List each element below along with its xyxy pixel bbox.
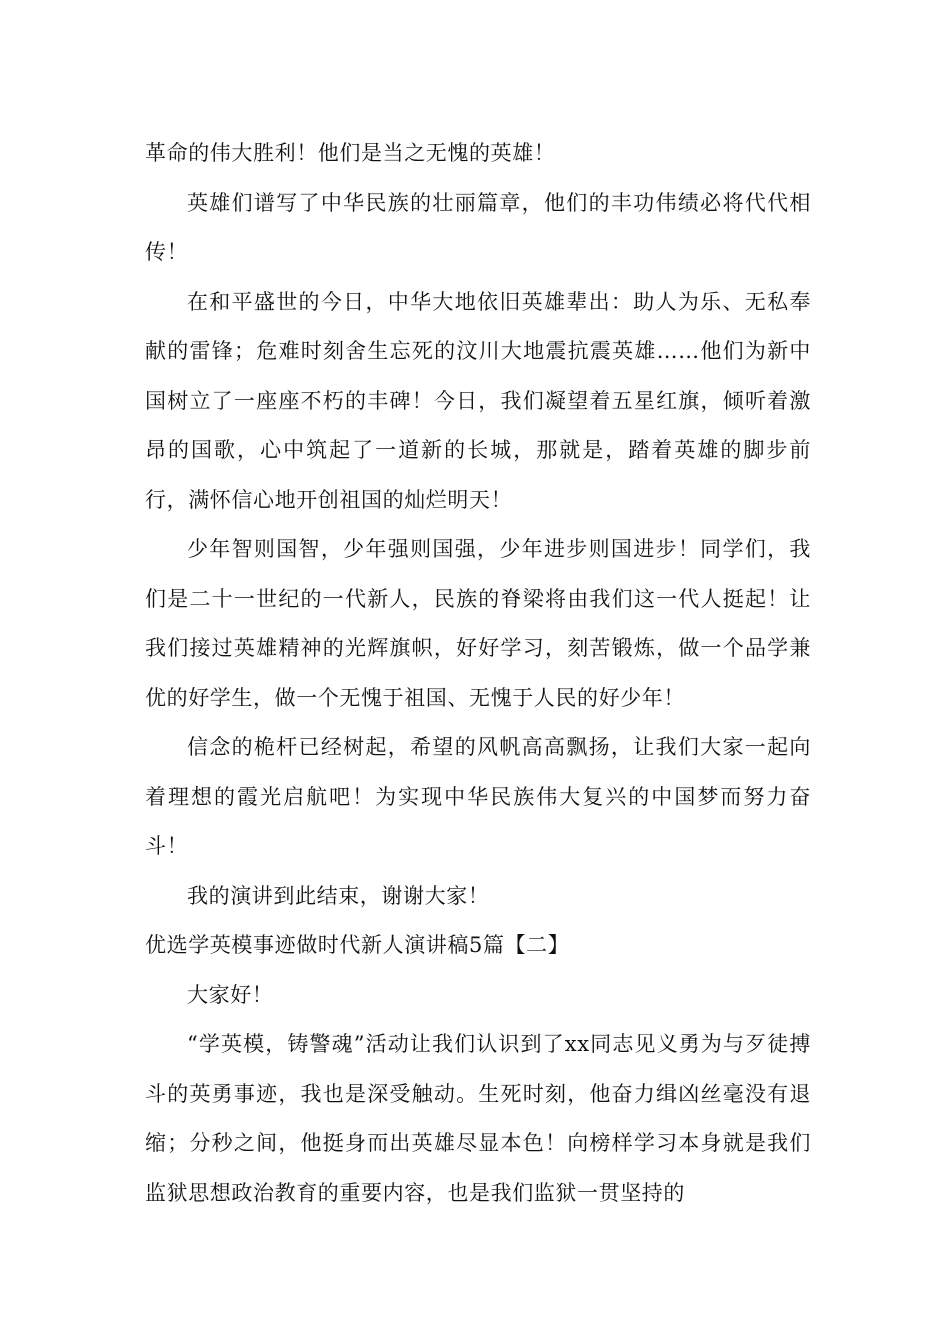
paragraph-greeting: 大家好！: [187, 982, 274, 1007]
paragraph-peacetime-heroes: 在和平盛世的今日，中华大地依旧英雄辈出：助人为乐、无私奉献的雷锋；危难时刻舍生忘死的汶川大地震抗震英雄……他们为新中国树立了一座座不朽的丰碑！今日，我们凝望着五星红旗，倾听着激昂的国歌，心中筑起了一道新的长城，那就是，踏着英雄的脚步前行，满怀信心地开创祖国的灿烂明天！: [145, 289, 811, 512]
paragraph-youth: 少年智则国智，少年强则国强，少年进步则国进步！同学们，我们是二十一世纪的一代新人，民族的脊梁将由我们这一代人挺起！让我们接过英雄精神的光辉旗帜，好好学习，刻苦锻炼，做一个品学兼优的好学生，做一个无愧于祖国、无愧于人民的好少年！: [145, 537, 811, 710]
document-body: [145, 129, 811, 1218]
section-heading: 优选学英模事迹做时代新人演讲稿5篇【二】: [145, 933, 570, 957]
paragraph-heroes-legacy: 英雄们谱写了中华民族的壮丽篇章，他们的丰功伟绩必将代代相传！: [145, 190, 811, 264]
paragraph-continuation: 革命的伟大胜利！他们是当之无愧的英雄！: [145, 141, 556, 165]
paragraph-hero-deeds: “学英模，铸警魂”活动让我们认识到了xx同志见义勇为与歹徒搏斗的英勇事迹，我也是深受触动。生死时刻，他奋力缉凶丝毫没有退缩；分秒之间，他挺身而出英雄尽显本色！向榜样学习本身就是我们监狱思想政治教育的重要内容，也是我们监狱一贯坚持的: [145, 1032, 811, 1205]
paragraph-faith: 信念的桅杆已经树起，希望的风帆高高飘扬，让我们大家一起向着理想的霞光启航吧！为实现中华民族伟大复兴的中国梦而努力奋斗！: [145, 735, 811, 858]
paragraph-closing: 我的演讲到此结束，谢谢大家！: [187, 883, 490, 908]
